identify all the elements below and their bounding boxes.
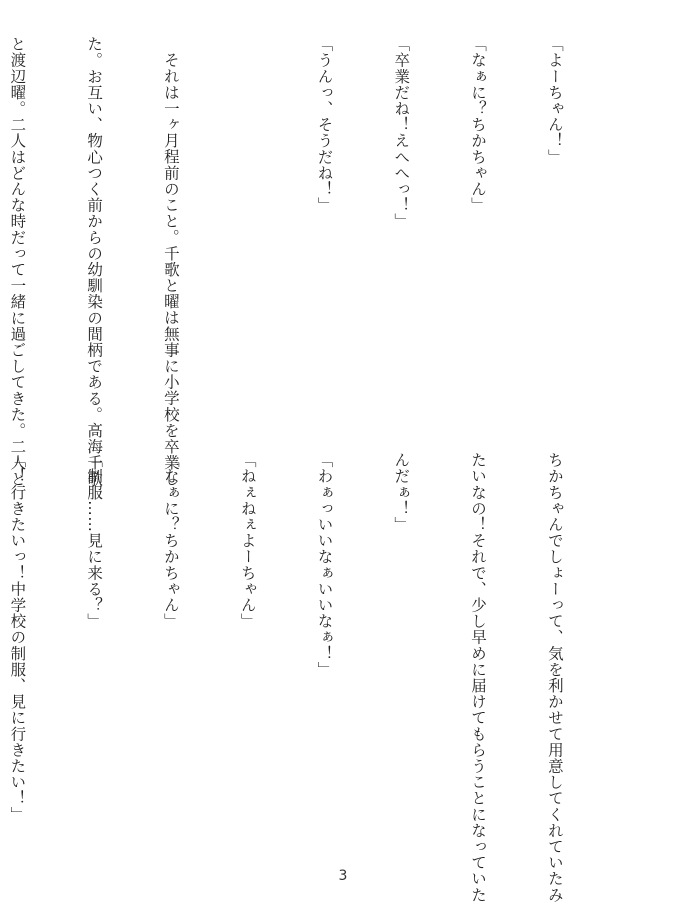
text-line: 「ねぇねぇよーちゃん」 bbox=[238, 452, 257, 630]
text-line: それは一ヶ月程前のこと。千歌と曜は無事に小学校を卒業し bbox=[161, 51, 180, 487]
text-line: 「卒業だね！えへへっ！」 bbox=[392, 36, 411, 230]
text-line: 「制服……見に来る？」 bbox=[85, 452, 104, 630]
lower-text-block bbox=[8, 452, 618, 903]
text-line: たいなの！それで、少し早めに届けてもらうことになっていた bbox=[469, 452, 488, 903]
text-line: と渡辺曜。二人はどんな時だって一緒に過ごしてきた。二人と bbox=[8, 36, 27, 487]
blank-line bbox=[234, 36, 260, 424]
text-line: 「よーちゃん！」 bbox=[545, 36, 564, 165]
text-line: た。お互い、物心つく前からの幼馴染の間柄である。高海千歌 bbox=[85, 36, 104, 487]
text-line: 「なぁに？ちかちゃん」 bbox=[469, 36, 488, 214]
upper-text-block bbox=[8, 36, 618, 487]
text-line: 「なぁに？ちかちゃん」 bbox=[161, 452, 180, 630]
text-line: 「うんっ、そうだね！」 bbox=[315, 36, 334, 214]
text-line: んだぁ！」 bbox=[392, 452, 411, 533]
text-line: ちかちゃんでしょーって、気を利かせて用意してくれていたみ bbox=[545, 452, 564, 903]
text-line: 「！行きたいっ！中学校の制服、見に行きたい！」 bbox=[8, 452, 27, 823]
page-number: 3 bbox=[338, 868, 348, 884]
text-line: 「わぁっいいなぁいいなぁ！」 bbox=[315, 452, 334, 678]
